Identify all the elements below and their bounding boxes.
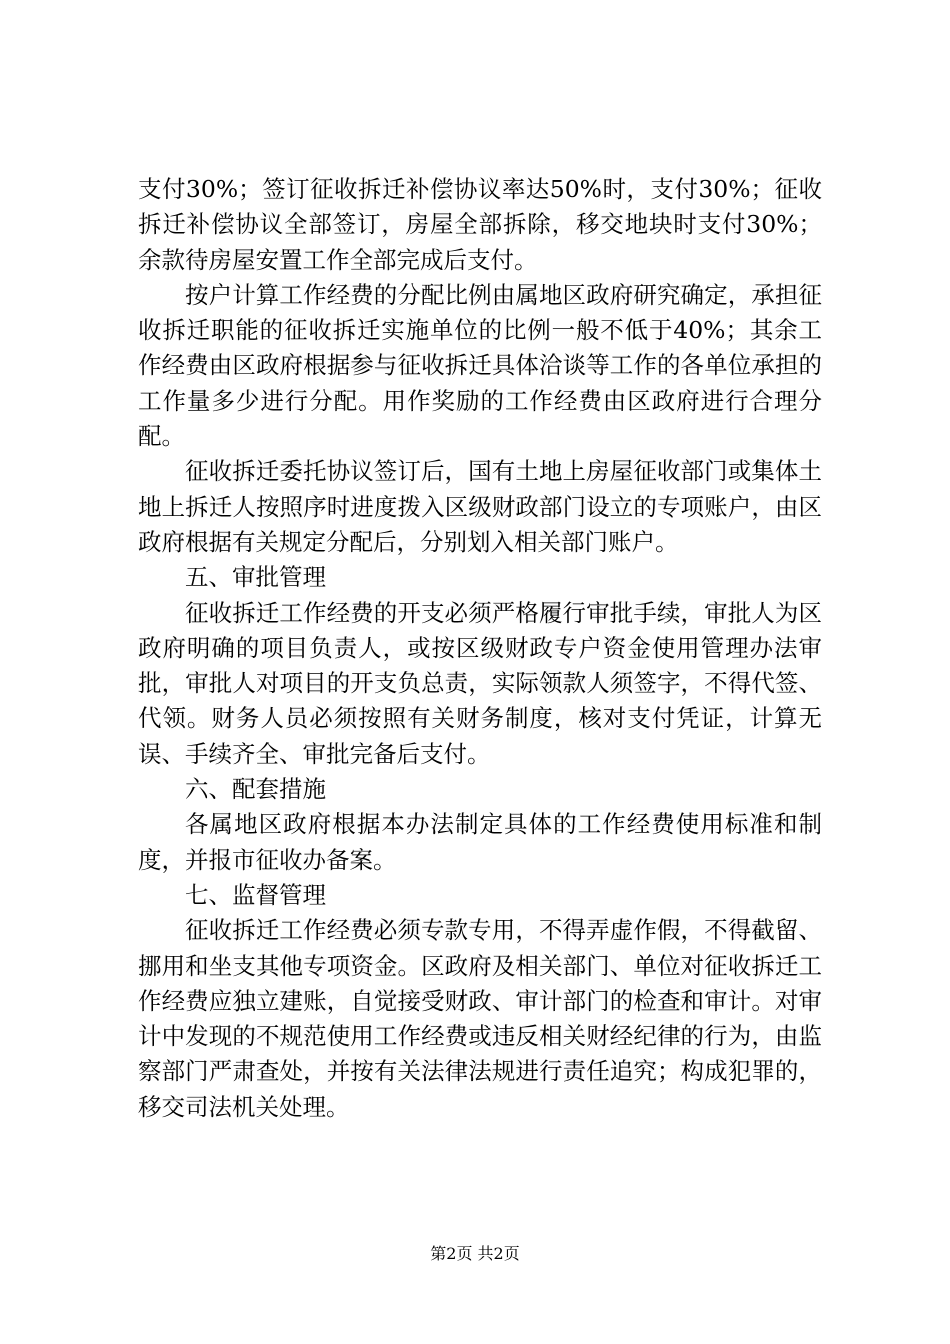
page-number-label: 第2页 共2页 bbox=[430, 1244, 520, 1263]
paragraph-fund-transfer: 征收拆迁委托协议签订后，国有土地上房屋征收部门或集体土地上拆迁人按照序时进度拨入区级财政部门设立的专项账户，由区政府根据有关规定分配后，分别划入相关部门账户。 bbox=[138, 457, 822, 556]
section-heading-supporting-measures: 六、配套措施 bbox=[185, 775, 326, 804]
section-heading-supervision: 七、监督管理 bbox=[185, 880, 326, 909]
document-body bbox=[138, 172, 822, 1125]
page-footer bbox=[0, 1244, 950, 1264]
paragraph-approval: 征收拆迁工作经费的开支必须严格履行审批手续，审批人为区政府明确的项目负责人，或按区级财政专户资金使用管理办法审批，审批人对项目的开支负总责，实际领款人须签字，不得代签、代领。财务人员必须按照有关财务制度，核对支付凭证，计算无误、手续齐全、审批完备后支付。 bbox=[138, 598, 822, 768]
paragraph-supervision: 征收拆迁工作经费必须专款专用，不得弄虚作假，不得截留、挪用和坐支其他专项资金。区政府及相关部门、单位对征收拆迁工作经费应独立建账，自觉接受财政、审计部门的检查和审计。对审计中发现的不规范使用工作经费或违反相关财经纪律的行为，由监察部门严肃查处，并按有关法律法规进行责任追究；构成犯罪的，移交司法机关处理。 bbox=[138, 916, 822, 1121]
section-heading-approval: 五、审批管理 bbox=[185, 563, 326, 592]
paragraph-payment-schedule: 支付30%；签订征收拆迁补偿协议率达50%时，支付30%；征收拆迁补偿协议全部签订，房屋全部拆除，移交地块时支付30%；余款待房屋安置工作全部完成后支付。 bbox=[138, 175, 822, 274]
paragraph-allocation-ratio: 按户计算工作经费的分配比例由属地区政府研究确定，承担征收拆迁职能的征收拆迁实施单位的比例一般不低于40%；其余工作经费由区政府根据参与征收拆迁具体洽谈等工作的各单位承担的工作量多少进行分配。用作奖励的工作经费由区政府进行合理分配。 bbox=[138, 280, 822, 451]
paragraph-supporting-measures: 各属地区政府根据本办法制定具体的工作经费使用标准和制度，并报市征收办备案。 bbox=[138, 810, 822, 874]
